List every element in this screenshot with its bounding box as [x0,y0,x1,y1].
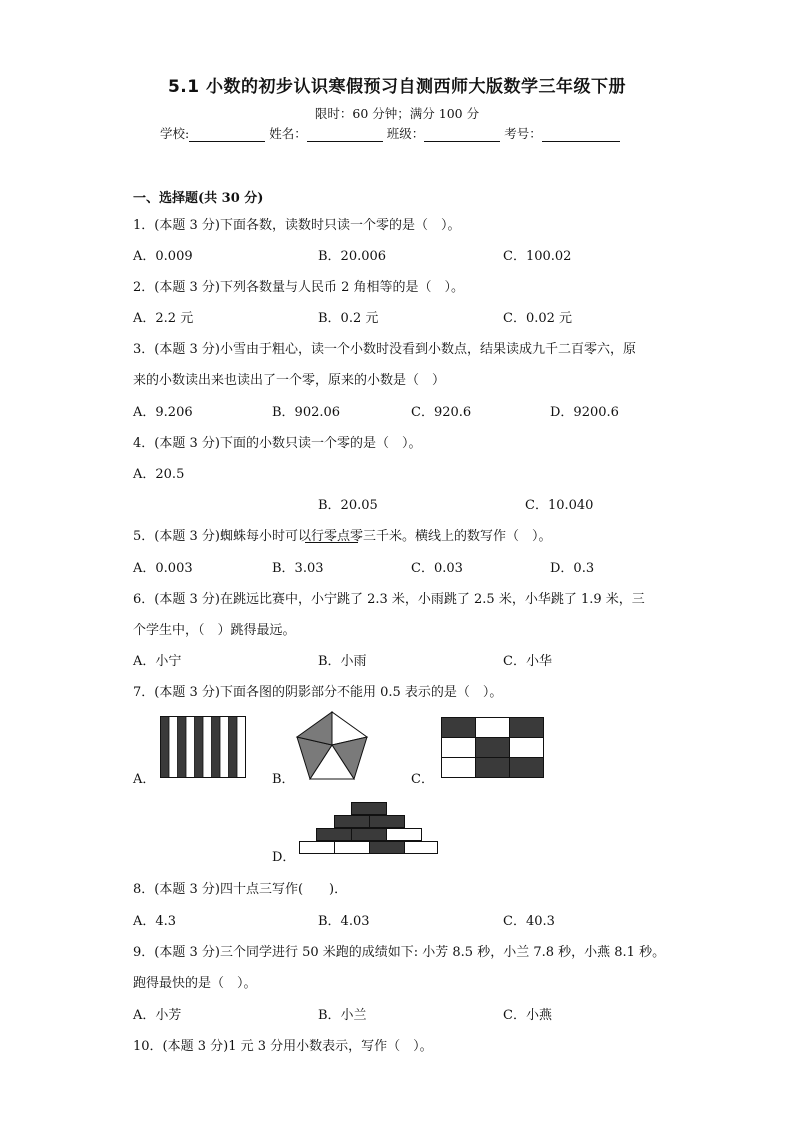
q8-option-b[interactable]: B．4.03 [318,914,370,929]
question-2: 2．(本题 3 分)下列各数量与人民币 2 角相等的是（ ）。 [133,280,464,295]
name-blank[interactable] [307,128,383,142]
q7-option-d[interactable]: D． [272,850,296,865]
q1-option-a[interactable]: A．0.009 [133,249,193,264]
q2-option-a[interactable]: A．2.2 元 [133,311,194,326]
q4-option-b[interactable]: B．20.05 [318,498,378,513]
exam-limits: 限时：60 分钟；满分 100 分 [314,106,480,121]
q3-option-b[interactable]: B．902.06 [272,405,341,420]
brick-pyramid-figure [299,802,439,855]
class-blank[interactable] [424,128,500,142]
q4-option-c[interactable]: C．10.040 [525,498,594,513]
question-3-cont: 来的小数读出来也读出了一个零，原来的小数是（ ） [133,373,446,388]
q6-option-b[interactable]: B．小雨 [318,654,367,669]
q5-option-b[interactable]: B．3.03 [272,561,324,576]
q7-option-b[interactable]: B． [272,772,295,787]
q1-option-c[interactable]: C．100.02 [503,249,572,264]
name-label: 姓名： [269,126,307,141]
q9-option-c[interactable]: C．小燕 [503,1008,552,1023]
pentagon-figure [294,710,370,782]
q7-option-c[interactable]: C． [411,772,434,787]
q5-option-a[interactable]: A．0.003 [133,561,193,576]
striped-rectangle-figure [160,716,246,778]
question-5: 5．(本题 3 分)蜘蛛每小时可以行零点零三千米。横线上的数写作（ ）。 [133,529,552,544]
q5-underline [305,542,358,543]
question-8: 8．(本题 3 分)四十点三写作( )． [133,882,348,897]
q6-option-c[interactable]: C．小华 [503,654,552,669]
q8-option-a[interactable]: A．4.3 [133,914,177,929]
question-3: 3．(本题 3 分)小雪由于粗心，读一个小数时没看到小数点，结果读成九千二百零六，原 [133,342,636,357]
school-blank[interactable] [189,128,265,142]
question-6-cont: 个学生中，（ ）跳得最远。 [133,623,296,638]
q3-option-a[interactable]: A．9.206 [133,405,193,420]
question-4: 4．(本题 3 分)下面的小数只读一个零的是（ ）。 [133,436,422,451]
class-label: 班级： [386,126,425,141]
q8-option-c[interactable]: C．40.3 [503,914,555,929]
checkered-rectangle-figure [441,717,545,778]
q5-option-d[interactable]: D．0.3 [550,561,595,576]
question-6: 6．(本题 3 分)在跳远比赛中，小宁跳了 2.3 米，小雨跳了 2.5 米，小华跳了 1.9 米，三 [133,592,645,607]
question-9-cont: 跑得最快的是（ ）。 [133,976,257,991]
q2-option-b[interactable]: B．0.2 元 [318,311,379,326]
question-1: 1．(本题 3 分)下面各数，读数时只读一个零的是（ ）。 [133,218,461,233]
section-heading: 一、选择题(共 30 分) [133,191,264,206]
student-info-line [160,124,620,142]
school-label: 学校: [160,126,190,141]
question-9: 9．(本题 3 分)三个同学进行 50 米跑的成绩如下: 小芳 8.5 秒，小兰 7.8 秒，小燕 8.1 秒。 [133,945,666,960]
question-7: 7．(本题 3 分)下面各图的阴影部分不能用 0.5 表示的是（ ）。 [133,685,503,700]
q2-option-c[interactable]: C．0.02 元 [503,311,573,326]
exam-no-label: 考号： [504,126,542,141]
page-title: 5.1 小数的初步认识寒假预习自测西师大版数学三年级下册 [167,77,627,97]
q7-option-a[interactable]: A． [133,772,156,787]
q9-option-b[interactable]: B．小兰 [318,1008,367,1023]
q5-option-c[interactable]: C．0.03 [411,561,463,576]
q1-option-b[interactable]: B．20.006 [318,249,387,264]
q9-option-a[interactable]: A．小芳 [133,1008,182,1023]
question-10: 10．(本题 3 分)1 元 3 分用小数表示，写作（ ）。 [133,1039,433,1054]
q3-option-d[interactable]: D．9200.6 [550,405,619,420]
exam-no-blank[interactable] [542,128,620,142]
q6-option-a[interactable]: A．小宁 [133,654,182,669]
q3-option-c[interactable]: C．920.6 [411,405,472,420]
q4-option-a[interactable]: A．20.5 [133,467,185,482]
